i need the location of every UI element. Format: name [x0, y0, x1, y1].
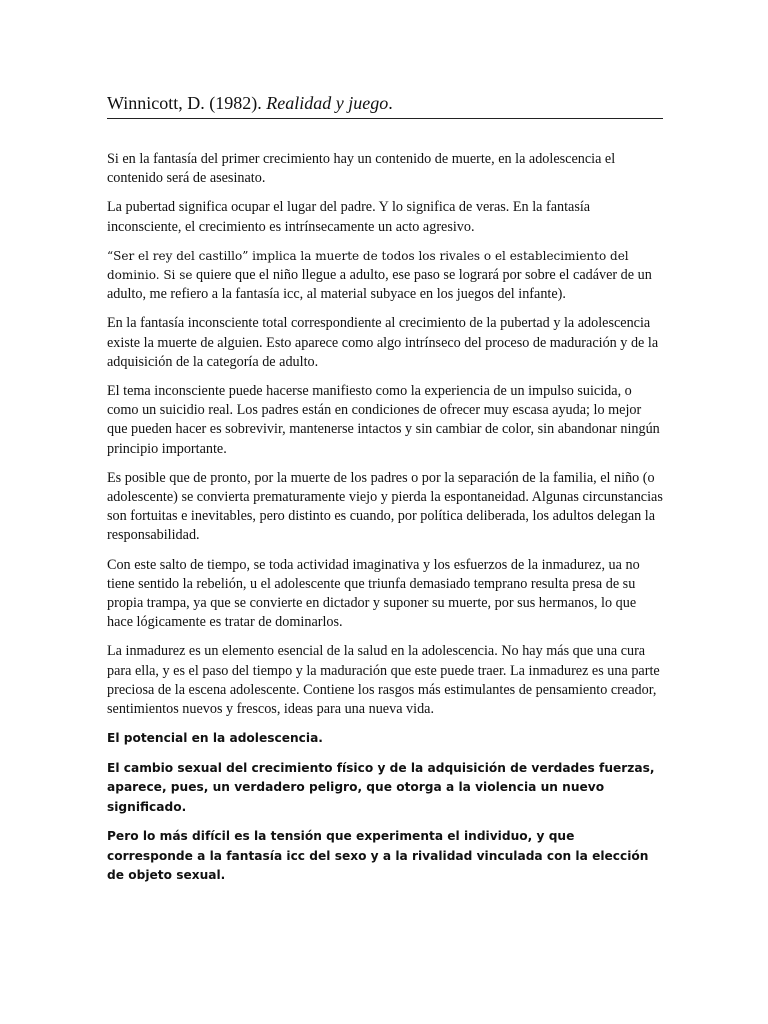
paragraph: Si en la fantasía del primer crecimiento hay un contenido de muerte, en la adolescencia el contenido será de asesinato.	[107, 151, 616, 187]
paragraph	[107, 247, 663, 305]
paragraph-rest-text: quiere que el niño llegue a adulto, ese paso se logrará por sobre el cadáver de un adulto, me refiero a la fantasía icc, al material subyace en los juegos del infante).	[107, 267, 652, 303]
paragraph: Con este salto de tiempo, se toda actividad imaginativa y los esfuerzos de la inmadurez, ua no tiene sentido la rebelión, u el adolescente que triunfa demasiado temprano resulta presa de su propia trampa, ya que se convierte en dictador y suponer su muerte, por sus hermanos, lo que hace lógicamente es tratar de dominarlos.	[107, 556, 640, 631]
bold-paragraph: Pero lo más difícil es la tensión que experimenta el individuo, y que corresponde a la fantasía icc del sexo y a la rivalidad vinculada con la elección de objeto sexual.	[107, 829, 649, 883]
citation-author-year: Winnicott, D. (1982).	[107, 93, 267, 113]
paragraph: El tema inconsciente puede hacerse manifiesto como la experiencia de un impulso suicida, o como un suicidio real. Los padres están en condiciones de ofrecer muy escasa ayuda; lo mejor que pueden hacer es sobrevivir, mantenerse intactos y sin cambiar de color, sin abandonar ningún principio importante.	[107, 383, 660, 457]
paragraph: La pubertad significa ocupar el lugar del padre. Y lo significa de veras. En la fantasía inconsciente, el crecimiento es intrínsecamente un acto agresivo.	[107, 199, 591, 235]
paragraph: En la fantasía inconsciente total correspondiente al crecimiento de la pubertad y la adolescencia existe la muerte de alguien. Esto aparece como algo intrínseco del proceso de maduración y de la adquisición de la categoría de adulto.	[107, 315, 659, 370]
paragraph: La inmadurez es un elemento esencial de la salud en la adolescencia. No hay más que una cura para ella, y es el paso del tiempo y la maduración que este puede traer. La inmadurez es una parte preciosa de la escena adolescente. Contiene los rasgos más estimulantes de pensamiento creador, sentimientos nuevos y frescos, ideas para una nueva vida.	[107, 643, 660, 718]
section-subheading: El potencial en la adolescencia.	[107, 731, 323, 746]
citation-book-title: Realidad y juego	[266, 93, 389, 113]
paragraph: Es posible que de pronto, por la muerte de los padres o por la separación de la familia, el niño (o adolescente) se convierta prematuramente viejo y pierda la espontaneidad. Algunas circunstancias son fortuitas e inevitables, pero distinto es cuando, por política deliberada, los adultos delegan la responsabilidad.	[107, 469, 663, 544]
citation-end: .	[388, 93, 393, 113]
paragraph-lead-text: “Ser el rey del castillo” implica la muerte de todos los rivales o el establecimiento del dominio. Si se	[107, 248, 629, 283]
document-body	[107, 150, 663, 896]
citation-header	[107, 92, 663, 119]
bold-paragraph: El cambio sexual del crecimiento físico y de la adquisición de verdades fuerzas, aparece, pues, un verdadero peligro, que otorga a la violencia un nuevo significado.	[107, 760, 655, 814]
